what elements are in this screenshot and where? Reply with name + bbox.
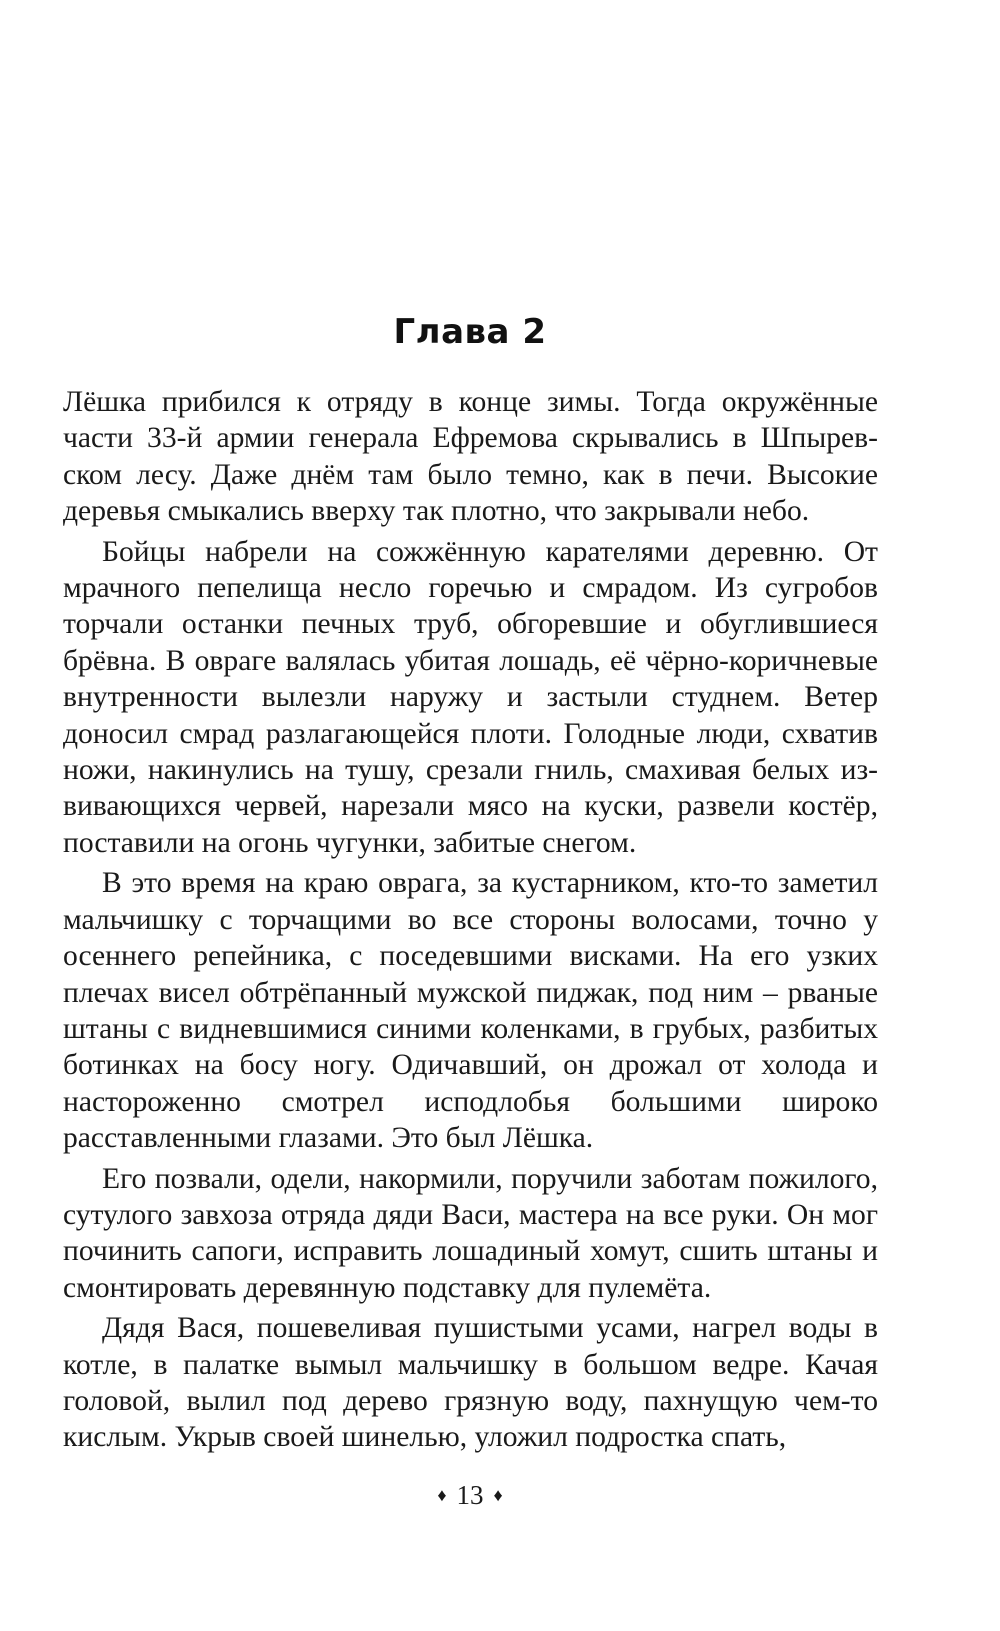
paragraph-4: Его позвали, одели, накормили, поручили заботам пожилого, сутулого завхоза отряда дяди Васи, мастера на все руки. Он мог починить сапоги, исправить лошадиный хомут, сшить штаны и смонтировать деревянную подставку для пулемёта.: [63, 1162, 878, 1304]
chapter-body: [63, 384, 878, 1456]
paragraph-3: В это время на краю оврага, за кустарником, кто-то заметил мальчишку с торчащими во все стороны волосами, точно у осеннего репейника, с поседевшими висками. На его узких плечах висел обтрёпанный мужской пиджак, под ним – рваные штаны с видневшимися синими коленками, в грубых, разбитых ботинках на босу ногу. Одичавший, он дрожал от холода и настороженно смотрел исподлобья большими широко расставленными глазами. Это был Лёшка.: [63, 867, 878, 1155]
paragraph-2: Бойцы набрели на сожжённую карателями деревню. От мрачного пепелища несло горечью и смрадом. Из сугробов торчали останки печных труб, обгоревшие и обуглившиеся брёвна. В овраге валялась убитая лошадь, её чёрно-коричневые внутренности вылезли наружу и застыли студнем. Ветер доносил смрад разлагающейся плоти. Голодные люди, схватив ножи, накинулись на тушу, срезали гниль, смахивая белых извивающихся червей, нарезали мясо на куски, развели костёр, поставили на огонь чугунки, забитые снегом.: [63, 535, 878, 859]
paragraph-5: Дядя Вася, пошевеливая пушистыми усами, нагрел воды в котле, в палатке вымыл мальчишку в большом ведре. Качая головой, вылил под дерево грязную воду, пахнущую чем-то кислым. Укрыв своей шинелью, уложил подростка спать,: [63, 1312, 878, 1454]
paragraph-1: Лёшка прибился к отряду в конце зимы. Тогда окружённые части 33-й армии генерала Ефремова скрывались в Шпыревском лесу. Даже днём там было темно, как в печи. Высокие деревья смыкались вверху так плотно, что закрывали небо.: [63, 386, 878, 528]
diamond-ornament-left-icon: ♦: [437, 1485, 447, 1505]
page-number: 13: [456, 1480, 484, 1510]
page-footer: [0, 1480, 940, 1511]
diamond-ornament-right-icon: ♦: [493, 1485, 503, 1505]
chapter-title: Глава 2: [393, 312, 547, 352]
